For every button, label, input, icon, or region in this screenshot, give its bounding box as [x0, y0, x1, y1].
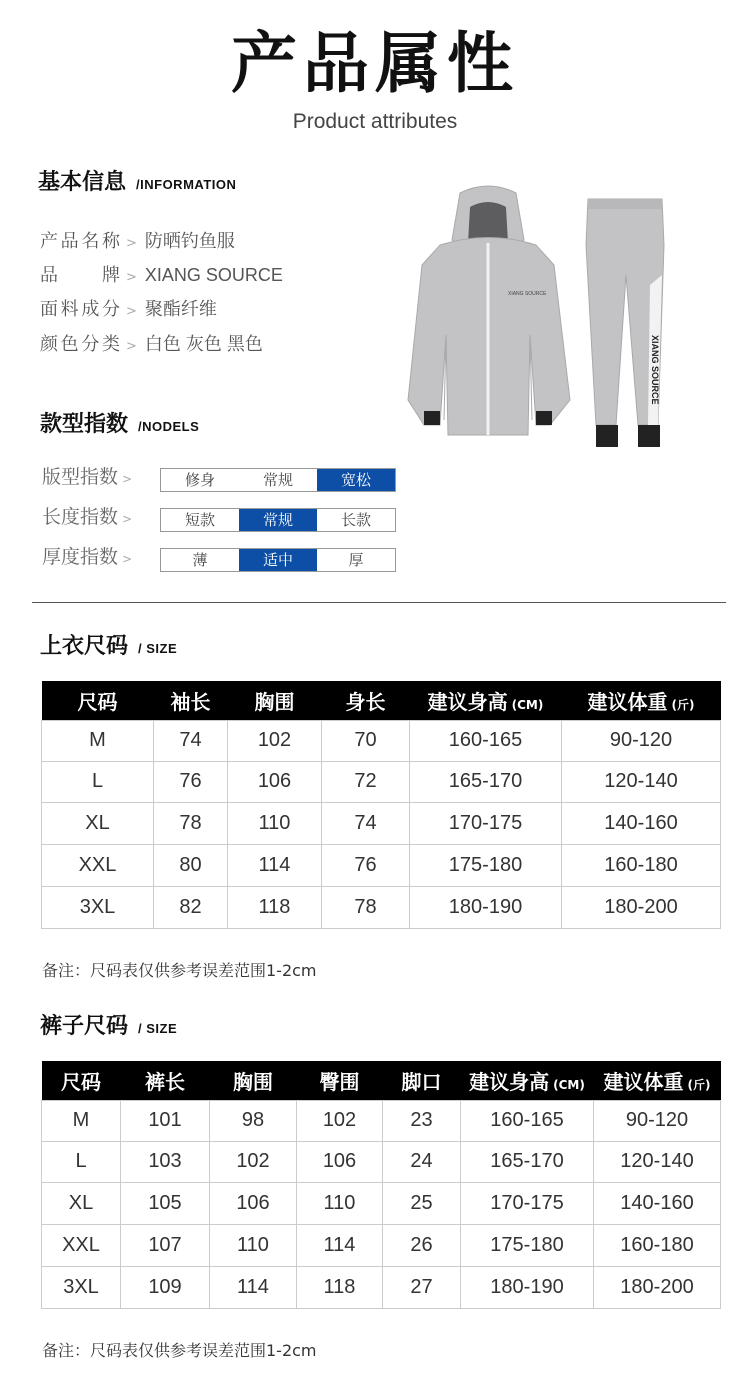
top-size-table	[41, 681, 721, 929]
info-label: 品牌	[40, 265, 120, 286]
index-heading-cn: 款型指数	[40, 412, 129, 437]
scale-option-selected: 适中	[239, 549, 317, 571]
table-cell: 160-180	[594, 1224, 721, 1266]
table-cell: 102	[228, 720, 322, 761]
table-row	[42, 1100, 721, 1141]
table-cell: 102	[297, 1100, 383, 1141]
top-size-note: 备注：尺码表仅供参考误差范围1-2cm	[42, 961, 317, 980]
table-cell: 78	[154, 802, 228, 844]
column-header: 裤长	[121, 1061, 210, 1100]
table-cell: 90-120	[594, 1100, 721, 1141]
info-row	[40, 262, 283, 291]
column-header: 尺码	[42, 681, 154, 720]
table-header-row	[42, 681, 721, 720]
table-cell: 103	[121, 1141, 210, 1182]
table-cell: 90-120	[562, 720, 721, 761]
table-cell: 107	[121, 1224, 210, 1266]
index-label: 厚度指数	[42, 546, 119, 568]
pants-size-heading	[40, 1012, 177, 1044]
table-row	[42, 886, 721, 928]
table-cell: 106	[297, 1141, 383, 1182]
info-value: 防晒钓鱼服	[144, 231, 235, 251]
table-cell: XXL	[42, 1224, 121, 1266]
table-cell: 78	[322, 886, 410, 928]
page-subtitle: Product attributes	[292, 110, 458, 133]
table-cell: 27	[383, 1266, 461, 1308]
table-cell: 109	[121, 1266, 210, 1308]
column-header: 袖长	[154, 681, 228, 720]
table-cell: 76	[154, 761, 228, 802]
table-cell: 160-165	[461, 1100, 594, 1141]
table-row	[42, 802, 721, 844]
index-scale-fit	[160, 468, 396, 492]
info-section-heading	[38, 168, 236, 200]
index-row-thickness	[42, 542, 132, 574]
pants-side-text: XIANG SOURCE	[650, 335, 660, 405]
table-cell: 180-190	[461, 1266, 594, 1308]
pants-size-note: 备注：尺码表仅供参考误差范围1-2cm	[42, 1341, 317, 1360]
scale-option: 修身	[184, 471, 215, 489]
scale-option: 短款	[184, 511, 215, 529]
chevron-right-icon: >	[126, 304, 137, 319]
table-row	[42, 761, 721, 802]
pants-size-heading-cn: 裤子尺码	[40, 1014, 129, 1039]
table-row	[42, 1141, 721, 1182]
table-cell: 25	[383, 1182, 461, 1224]
table-cell: 102	[210, 1141, 297, 1182]
table-cell: 110	[228, 802, 322, 844]
scale-option: 长款	[340, 511, 371, 529]
table-cell: 120-140	[594, 1141, 721, 1182]
info-row	[40, 228, 235, 257]
table-cell: 105	[121, 1182, 210, 1224]
table-cell: 160-180	[562, 844, 721, 886]
table-cell: 140-160	[562, 802, 721, 844]
table-cell: 120-140	[562, 761, 721, 802]
table-cell: 101	[121, 1100, 210, 1141]
pants-size-table	[41, 1061, 721, 1309]
table-cell: M	[42, 720, 154, 761]
index-scale-thickness	[160, 548, 396, 572]
index-row-length	[42, 502, 132, 534]
jacket-logo: XIANG SOURCE	[508, 291, 547, 297]
info-label: 面料成分	[40, 299, 120, 320]
top-size-heading-en: / SIZE	[138, 641, 178, 656]
index-heading-en: /NODELS	[138, 419, 200, 434]
info-row	[40, 296, 217, 325]
table-cell: XL	[42, 1182, 121, 1224]
table-cell: 165-170	[461, 1141, 594, 1182]
info-row	[40, 331, 263, 360]
column-header: 建议体重 (斤)	[594, 1061, 721, 1100]
column-header: 建议身高 (CM)	[461, 1061, 594, 1100]
table-cell: 106	[210, 1182, 297, 1224]
table-cell: 180-200	[594, 1266, 721, 1308]
chevron-right-icon: >	[126, 339, 137, 354]
index-row-fit	[42, 462, 132, 494]
table-cell: 140-160	[594, 1182, 721, 1224]
table-row	[42, 720, 721, 761]
index-label: 版型指数	[42, 466, 119, 488]
table-cell: 175-180	[461, 1224, 594, 1266]
info-value: XIANG SOURCE	[144, 265, 283, 285]
top-size-heading-cn: 上衣尺码	[40, 634, 129, 659]
table-cell: 72	[322, 761, 410, 802]
scale-option: 常规	[262, 471, 293, 489]
column-header: 胸围	[228, 681, 322, 720]
index-scale-length	[160, 508, 396, 532]
table-cell: XL	[42, 802, 154, 844]
section-divider	[32, 602, 726, 603]
scale-option-selected: 宽松	[317, 469, 395, 491]
table-cell: L	[42, 761, 154, 802]
table-cell: 3XL	[42, 1266, 121, 1308]
scale-option-selected: 常规	[239, 509, 317, 531]
index-label: 长度指数	[42, 506, 119, 528]
column-header: 脚口	[383, 1061, 461, 1100]
table-cell: 180-200	[562, 886, 721, 928]
top-size-heading	[40, 632, 177, 664]
table-cell: 26	[383, 1224, 461, 1266]
product-image	[400, 185, 690, 460]
info-value: 白色 灰色 黑色	[144, 334, 263, 354]
table-cell: 82	[154, 886, 228, 928]
info-label: 颜色分类	[40, 334, 120, 355]
table-cell: 118	[228, 886, 322, 928]
scale-option: 厚	[348, 551, 364, 569]
table-cell: 175-180	[410, 844, 562, 886]
table-cell: 114	[297, 1224, 383, 1266]
table-cell: 110	[210, 1224, 297, 1266]
table-cell: 23	[383, 1100, 461, 1141]
table-cell: 98	[210, 1100, 297, 1141]
table-cell: 24	[383, 1141, 461, 1182]
index-section-heading	[40, 410, 199, 442]
info-value: 聚酯纤维	[144, 299, 217, 319]
pants-size-heading-en: / SIZE	[138, 1021, 178, 1036]
table-cell: 160-165	[410, 720, 562, 761]
table-cell: 80	[154, 844, 228, 886]
table-cell: 114	[228, 844, 322, 886]
column-header: 身长	[322, 681, 410, 720]
column-header: 臀围	[297, 1061, 383, 1100]
table-cell: 118	[297, 1266, 383, 1308]
info-heading-cn: 基本信息	[38, 170, 127, 195]
chevron-right-icon: >	[126, 270, 137, 285]
table-cell: 70	[322, 720, 410, 761]
chevron-right-icon: >	[122, 552, 133, 566]
scale-option: 薄	[192, 551, 208, 569]
chevron-right-icon: >	[122, 472, 133, 486]
table-cell: 114	[210, 1266, 297, 1308]
chevron-right-icon: >	[126, 236, 137, 251]
table-cell: 110	[297, 1182, 383, 1224]
table-cell: 170-175	[461, 1182, 594, 1224]
jacket-illustration	[408, 186, 570, 435]
table-cell: 180-190	[410, 886, 562, 928]
table-row	[42, 844, 721, 886]
column-header: 建议体重 (斤)	[562, 681, 721, 720]
table-cell: 106	[228, 761, 322, 802]
table-cell: L	[42, 1141, 121, 1182]
table-row	[42, 1266, 721, 1308]
table-cell: XXL	[42, 844, 154, 886]
info-label: 产品名称	[40, 231, 120, 252]
table-row	[42, 1224, 721, 1266]
table-cell: 170-175	[410, 802, 562, 844]
table-cell: 3XL	[42, 886, 154, 928]
page-title: 产品属性	[231, 25, 519, 102]
table-cell: 74	[154, 720, 228, 761]
table-cell: 165-170	[410, 761, 562, 802]
table-cell: M	[42, 1100, 121, 1141]
table-row	[42, 1182, 721, 1224]
column-header: 尺码	[42, 1061, 121, 1100]
info-heading-en: /INFORMATION	[136, 177, 237, 192]
column-header: 胸围	[210, 1061, 297, 1100]
table-cell: 74	[322, 802, 410, 844]
column-header: 建议身高 (CM)	[410, 681, 562, 720]
table-header-row	[42, 1061, 721, 1100]
pants-illustration	[586, 199, 664, 447]
chevron-right-icon: >	[122, 512, 133, 526]
table-cell: 76	[322, 844, 410, 886]
